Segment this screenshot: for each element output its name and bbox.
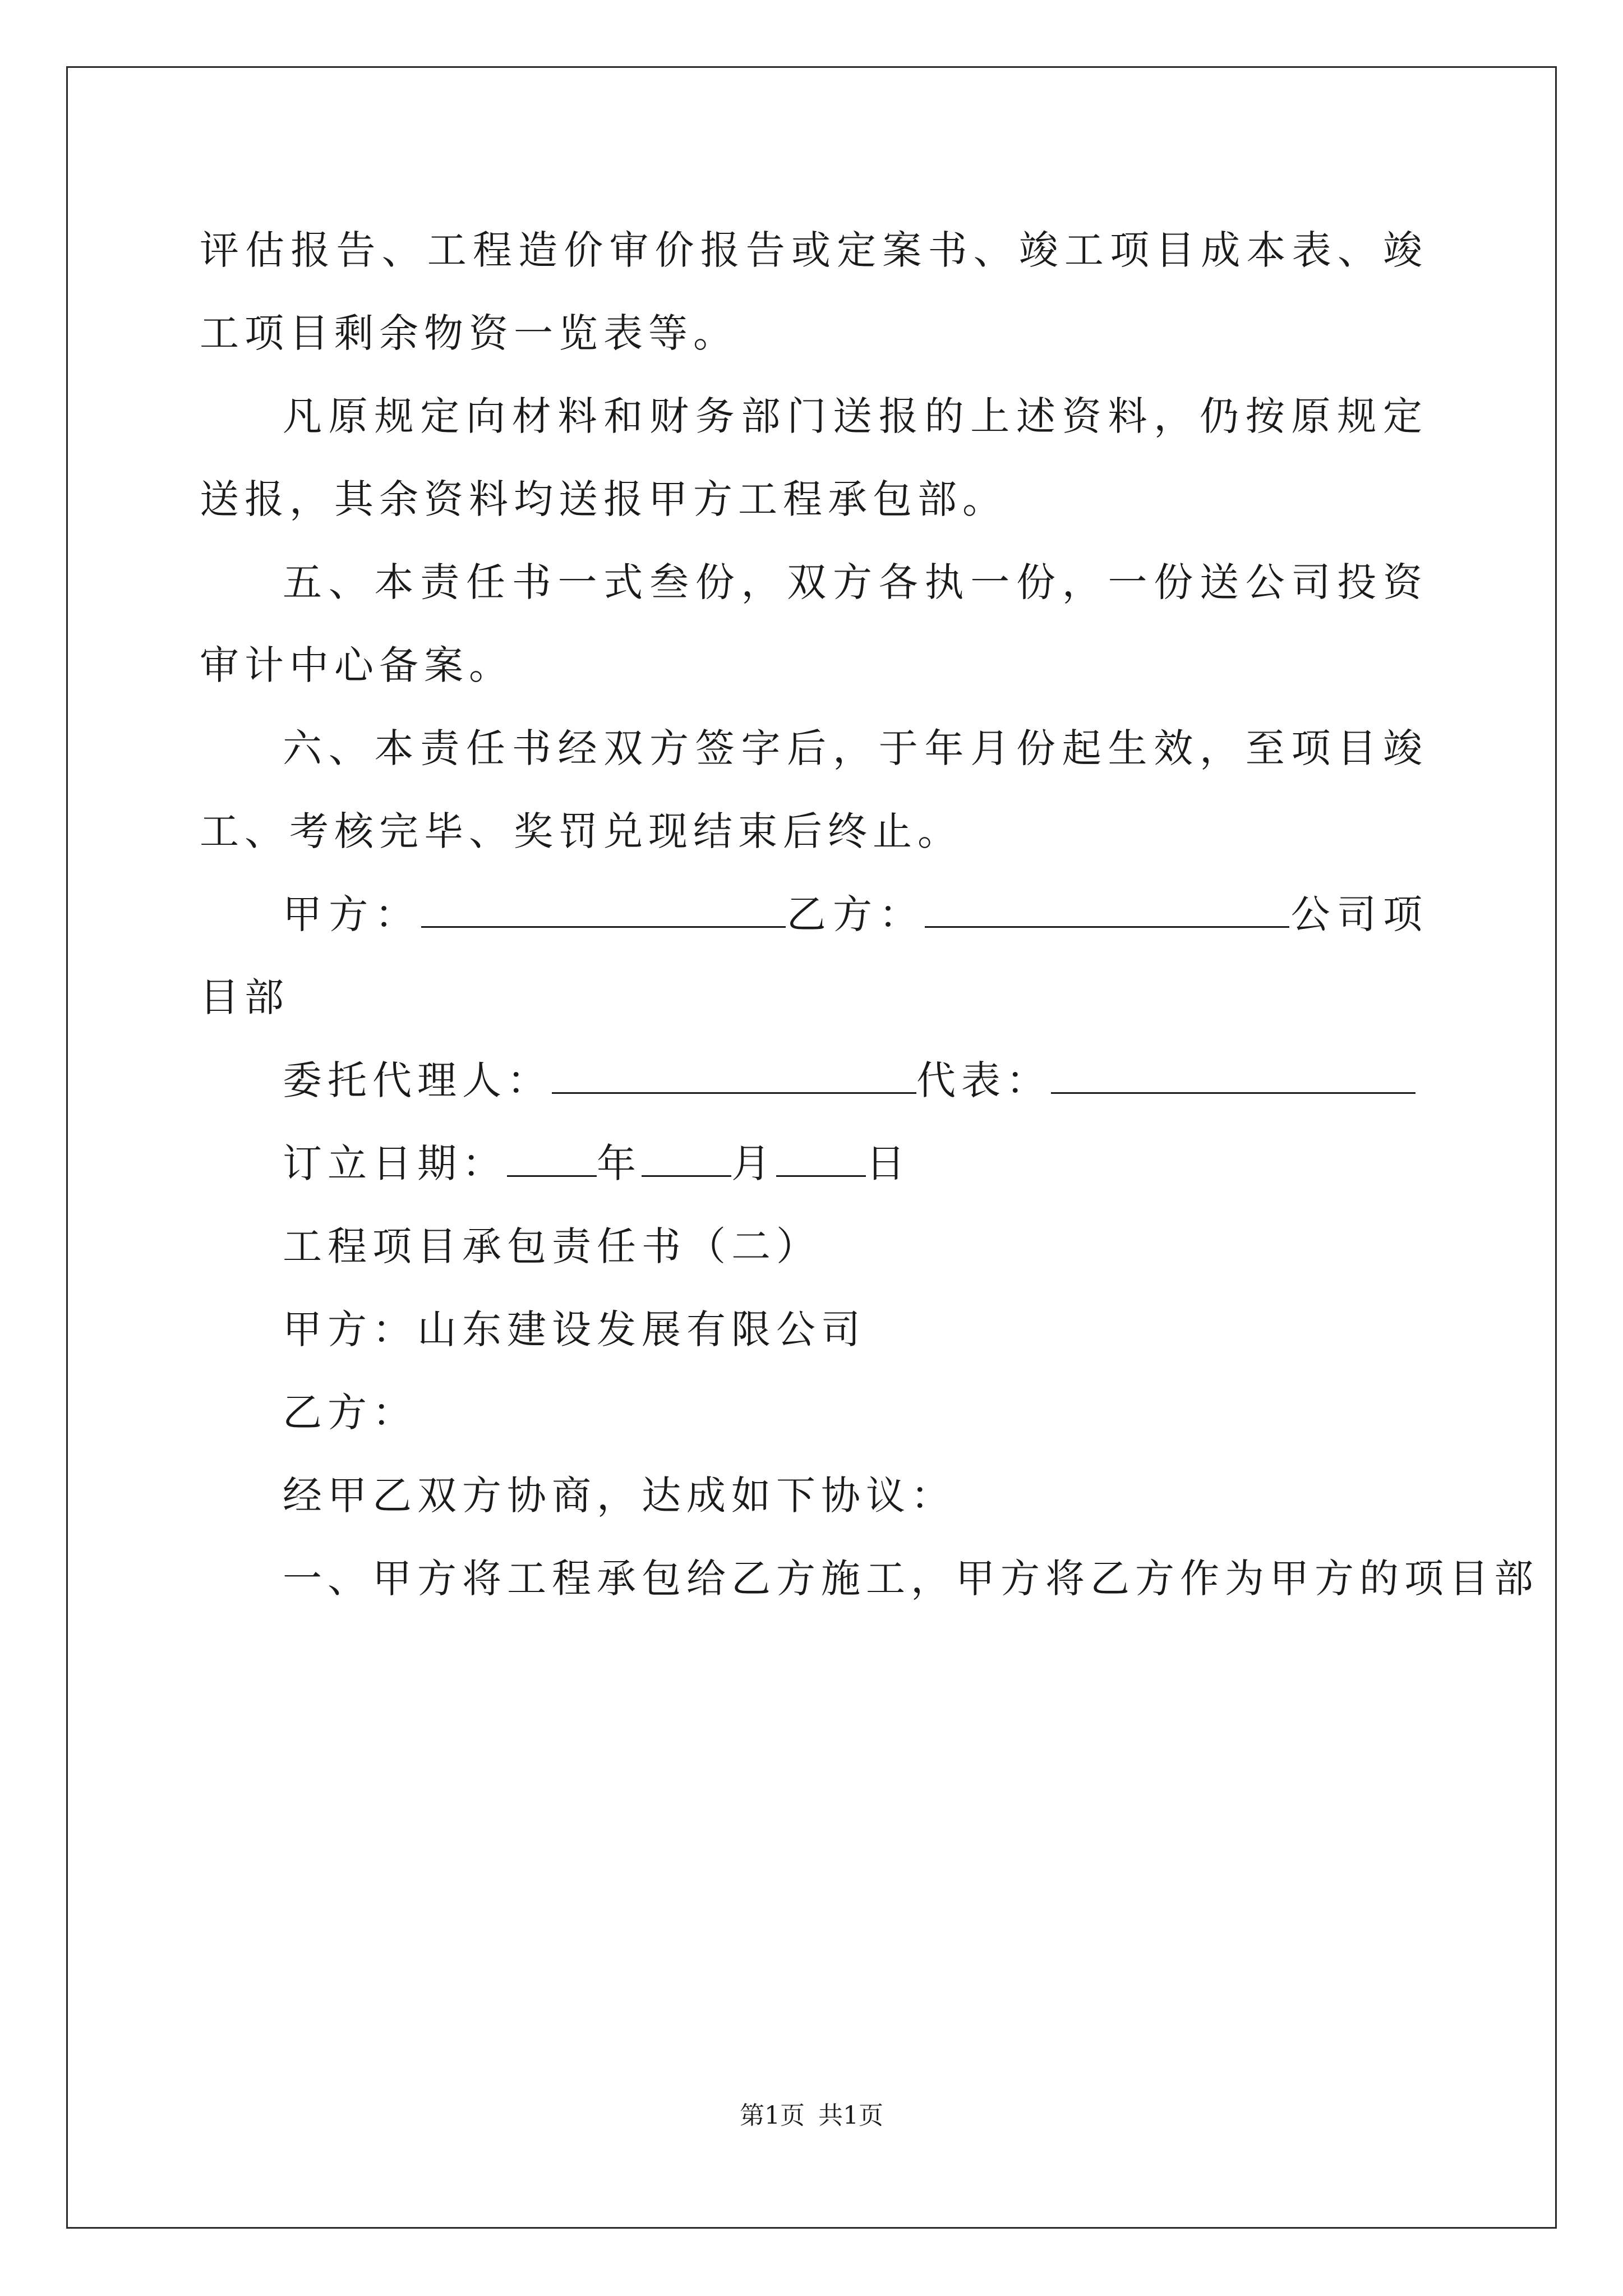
paragraph-clause-five: 五、本责任书一式叁份，双方各执一份，一份送公司投资审计中心备案。 <box>200 559 1428 688</box>
agent-label: 委托代理人： <box>283 1057 552 1103</box>
page-number-total: 共1页 <box>818 2101 883 2130</box>
paragraph-submission-rules: 凡原规定向材料和财务部门送报的上述资料，仍按原规定送报，其余资料均送报甲方工程承包部。 <box>200 393 1428 522</box>
party-b-suffix: 公司项目部 <box>200 891 1428 1020</box>
page-footer <box>0 2099 1623 2133</box>
party-a-label: 甲方： <box>283 891 421 937</box>
day-label: 日 <box>866 1140 911 1186</box>
rep-label: 代表： <box>916 1057 1051 1103</box>
year-label: 年 <box>597 1140 642 1186</box>
page-number-current: 第1页 <box>740 2101 805 2130</box>
signature-date-line <box>200 1122 1428 1205</box>
second-party-b: 乙方： <box>283 1389 417 1435</box>
paragraph-clause-six: 六、本责任书经双方签字后，于年月份起生效，至项目竣工、考核完毕、奖罚兑现结束后终止。 <box>200 725 1428 854</box>
signature-parties-line <box>200 873 1428 1039</box>
clause-one: 一、甲方将工程承包给乙方施工，甲方将乙方作为甲方的项目部 <box>283 1556 1539 1602</box>
party-a-blank <box>421 885 786 928</box>
signature-agent-line <box>200 1039 1428 1122</box>
month-blank <box>642 1134 731 1177</box>
year-blank <box>507 1134 597 1177</box>
second-document-title: 工程项目承包责任书（二） <box>283 1223 821 1269</box>
party-b-label: 乙方： <box>785 891 925 937</box>
date-label: 订立日期： <box>283 1140 507 1186</box>
second-party-a: 甲方：山东建设发展有限公司 <box>283 1306 866 1352</box>
rep-blank <box>1051 1051 1415 1094</box>
day-blank <box>776 1134 866 1177</box>
agent-blank <box>552 1051 916 1094</box>
document-body <box>200 209 1539 1620</box>
paragraph-materials-list: 评估报告、工程造价审价报告或定案书、竣工项目成本表、竣工项目剩余物资一览表等。 <box>200 227 1428 356</box>
agreement-intro: 经甲乙双方协商，达成如下协议： <box>283 1473 956 1519</box>
month-label: 月 <box>731 1140 776 1186</box>
party-b-blank <box>925 885 1289 928</box>
